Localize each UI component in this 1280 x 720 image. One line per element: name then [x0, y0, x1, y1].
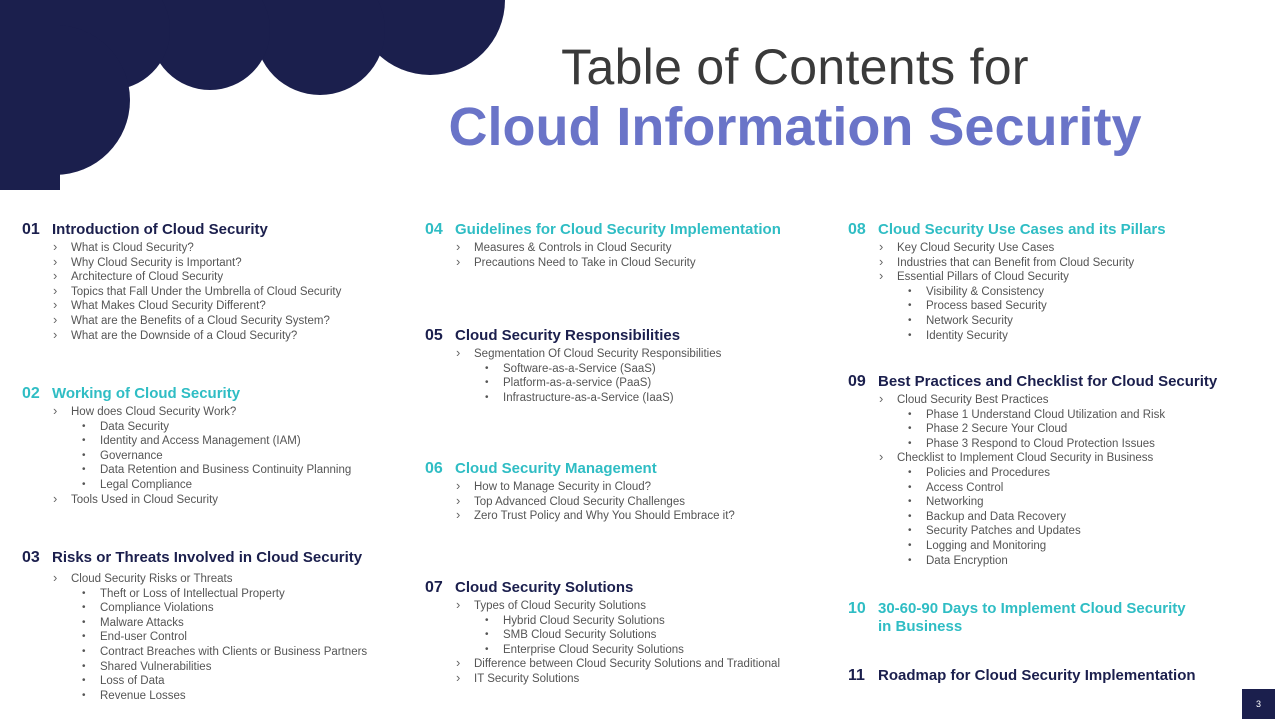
- section-03: [22, 549, 402, 703]
- list-subitem: • Phase 2 Secure Your Cloud: [848, 422, 1228, 437]
- list-item: › Cloud Security Risks or Threats: [22, 572, 402, 587]
- list-subitem: • Data Retention and Business Continuity Planning: [22, 463, 402, 478]
- list-subitem: • Infrastructure-as-a-Service (IaaS): [425, 391, 805, 406]
- list-subitem: • Process based Security: [848, 299, 1228, 314]
- list-item: › Tools Used in Cloud Security: [22, 493, 402, 508]
- section-heading-line-1: 30-60-90 Days to Implement Cloud Security: [878, 600, 1186, 617]
- list-subitem: • Enterprise Cloud Security Solutions: [425, 643, 805, 658]
- section-heading: Cloud Security Management: [455, 460, 657, 477]
- section-heading: Cloud Security Solutions: [455, 579, 634, 596]
- list-item: › Measures & Controls in Cloud Security: [425, 241, 805, 256]
- list-subitem: • Networking: [848, 495, 1228, 510]
- section-02: [22, 385, 402, 507]
- list-item: › What are the Benefits of a Cloud Security System?: [22, 314, 402, 329]
- section-heading-line-2: in Business: [878, 618, 963, 635]
- list-item: › Zero Trust Policy and Why You Should Embrace it?: [425, 509, 805, 524]
- list-subitem: • Identity Security: [848, 329, 1228, 344]
- list-subitem: • Data Security: [22, 420, 402, 435]
- list-item: › Why Cloud Security is Important?: [22, 256, 402, 271]
- list-subitem: • Identity and Access Management (IAM): [22, 434, 402, 449]
- page-number-badge: 3: [1242, 689, 1275, 719]
- list-item: › What Makes Cloud Security Different?: [22, 299, 402, 314]
- section-heading: Guidelines for Cloud Security Implementation: [455, 221, 781, 238]
- section-04: [425, 221, 805, 270]
- list-item: › Architecture of Cloud Security: [22, 270, 402, 285]
- section-heading: Introduction of Cloud Security: [52, 221, 268, 238]
- section-number: 01: [22, 221, 40, 238]
- title-line-2: Cloud Information Security: [448, 97, 1142, 157]
- list-item: › Cloud Security Best Practices: [848, 393, 1228, 408]
- list-item: › Precautions Need to Take in Cloud Security: [425, 256, 805, 271]
- list-subitem: • Shared Vulnerabilities: [22, 660, 402, 675]
- list-subitem: • Security Patches and Updates: [848, 524, 1228, 539]
- section-09: [848, 373, 1228, 568]
- section-number: 11: [848, 667, 865, 684]
- list-subitem: • Software-as-a-Service (SaaS): [425, 362, 805, 377]
- list-item: › Key Cloud Security Use Cases: [848, 241, 1228, 256]
- section-number: 03: [22, 549, 40, 566]
- list-subitem: • Revenue Losses: [22, 689, 402, 704]
- list-item: › Topics that Fall Under the Umbrella of Cloud Security: [22, 285, 402, 300]
- list-subitem: • Data Encryption: [848, 554, 1228, 569]
- list-subitem: • Phase 3 Respond to Cloud Protection Issues: [848, 437, 1228, 452]
- section-heading: Cloud Security Responsibilities: [455, 327, 681, 344]
- section-number: 09: [848, 373, 866, 390]
- list-item: › How does Cloud Security Work?: [22, 405, 402, 420]
- section-05: [425, 327, 805, 405]
- list-item: › Checklist to Implement Cloud Security in Business: [848, 451, 1228, 466]
- section-number: 10: [848, 600, 866, 617]
- title-line-1: Table of Contents for: [561, 39, 1029, 95]
- section-11: [848, 667, 1228, 685]
- list-subitem: • Contract Breaches with Clients or Business Partners: [22, 645, 402, 660]
- list-item: › What is Cloud Security?: [22, 241, 402, 256]
- list-subitem: • SMB Cloud Security Solutions: [425, 628, 805, 643]
- section-number: 05: [425, 327, 443, 344]
- list-subitem: • Loss of Data: [22, 674, 402, 689]
- section-heading: Cloud Security Use Cases and its Pillars: [878, 221, 1166, 238]
- list-subitem: • Governance: [22, 449, 402, 464]
- section-heading: Risks or Threats Involved in Cloud Security: [52, 549, 363, 566]
- list-subitem: • Logging and Monitoring: [848, 539, 1228, 554]
- list-subitem: • Hybrid Cloud Security Solutions: [425, 614, 805, 629]
- section-number: 08: [848, 221, 866, 238]
- list-item: › Essential Pillars of Cloud Security: [848, 270, 1228, 285]
- list-subitem: • Platform-as-a-service (PaaS): [425, 376, 805, 391]
- section-heading: Best Practices and Checklist for Cloud Security: [878, 373, 1218, 390]
- section-10: [848, 600, 1228, 636]
- section-number: 02: [22, 385, 40, 402]
- section-01: [22, 221, 402, 343]
- list-item: › What are the Downside of a Cloud Security?: [22, 329, 402, 344]
- list-item: › Industries that can Benefit from Cloud Security: [848, 256, 1228, 271]
- list-item: › Top Advanced Cloud Security Challenges: [425, 495, 805, 510]
- list-item: › Difference between Cloud Security Solutions and Traditional: [425, 657, 805, 672]
- list-subitem: • Compliance Violations: [22, 601, 402, 616]
- section-06: [425, 460, 805, 524]
- list-subitem: • Network Security: [848, 314, 1228, 329]
- list-subitem: • Policies and Procedures: [848, 466, 1228, 481]
- section-number: 07: [425, 579, 443, 596]
- list-subitem: • Visibility & Consistency: [848, 285, 1228, 300]
- list-item: › How to Manage Security in Cloud?: [425, 480, 805, 495]
- list-subitem: • Legal Compliance: [22, 478, 402, 493]
- section-heading: [878, 600, 1186, 636]
- list-subitem: • Theft or Loss of Intellectual Property: [22, 587, 402, 602]
- list-item: › Types of Cloud Security Solutions: [425, 599, 805, 614]
- section-number: 06: [425, 460, 443, 477]
- list-subitem: • Access Control: [848, 481, 1228, 496]
- list-subitem: • Backup and Data Recovery: [848, 510, 1228, 525]
- list-item: › Segmentation Of Cloud Security Responsibilities: [425, 347, 805, 362]
- list-item-continuation: › IT Security Solutions: [425, 672, 805, 687]
- section-07: [425, 579, 805, 687]
- section-heading: Working of Cloud Security: [52, 385, 241, 402]
- section-08: [848, 221, 1228, 343]
- list-subitem: • Malware Attacks: [22, 616, 402, 631]
- list-subitem: • End-user Control: [22, 630, 402, 645]
- list-subitem: • Phase 1 Understand Cloud Utilization and Risk: [848, 408, 1228, 423]
- section-heading: Roadmap for Cloud Security Implementation: [878, 667, 1196, 684]
- section-number: 04: [425, 221, 443, 238]
